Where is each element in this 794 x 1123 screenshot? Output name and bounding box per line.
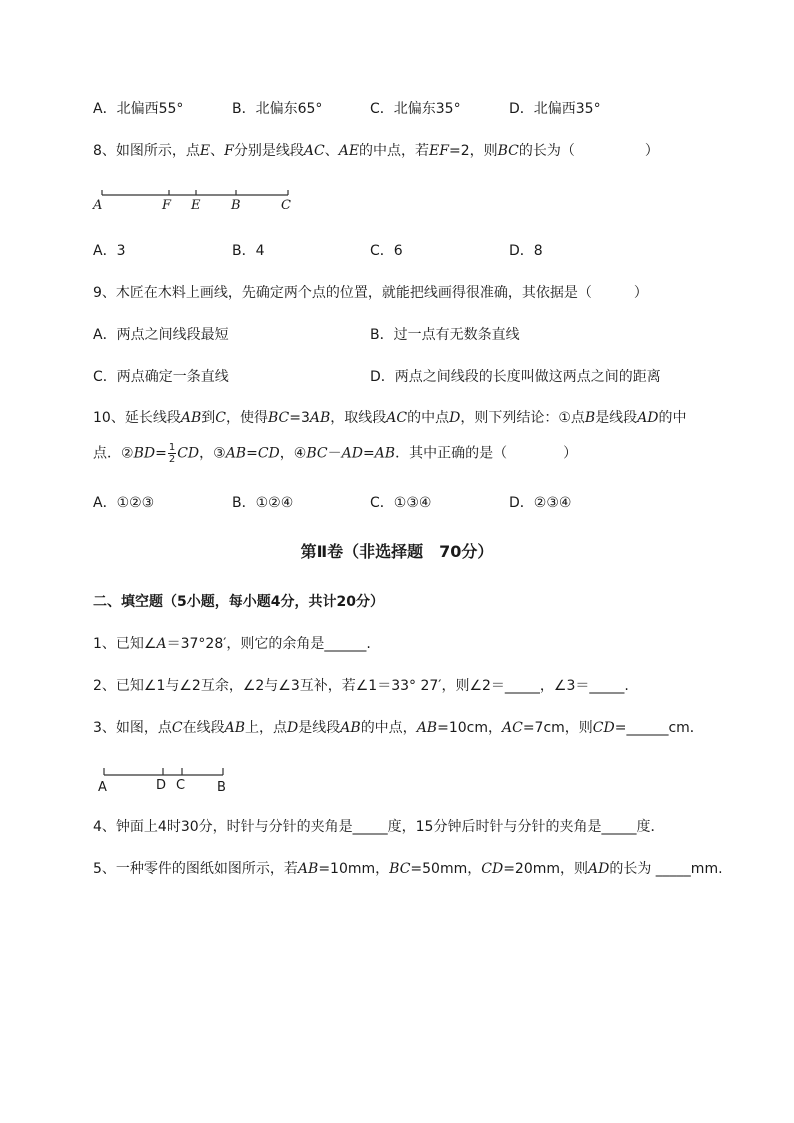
fill-text: 的中点， xyxy=(360,720,417,736)
q10-var: BC xyxy=(267,410,290,426)
fill-q2: 2、已知∠1与∠2互余，∠2与∠3互补，若∠1＝33° 27′，则∠2＝_____，∠3＝_____. xyxy=(93,678,629,694)
q10-text: ，取线段 xyxy=(330,410,387,426)
q10-var: AC xyxy=(386,410,408,426)
q8-text: 、 xyxy=(210,143,225,159)
q8-option-c: C．6 xyxy=(370,243,403,259)
fraction-denominator: 2 xyxy=(168,454,176,465)
q10-text: 10、延长线段 xyxy=(93,410,181,426)
fill-var: CD xyxy=(592,720,615,736)
fill-text: =______cm． xyxy=(614,720,704,736)
fill-text: =7cm，则 xyxy=(522,720,593,736)
fill-text: 5、一种零件的图纸如图所示，若 xyxy=(93,861,298,877)
q9-option-a: A．两点之间线段最短 xyxy=(93,327,229,343)
fill-text: 上，点 xyxy=(245,720,288,736)
f3-label-d: D xyxy=(156,778,167,793)
q8-label-e: E xyxy=(191,198,201,213)
q10-option-a: A．①②③ xyxy=(93,495,155,511)
q10-text: 到 xyxy=(201,410,216,426)
q8-var: AE xyxy=(338,143,360,159)
q10-text: 点．② xyxy=(93,445,134,462)
fill-var: AB xyxy=(340,720,361,736)
fill-text: 1、已知∠ xyxy=(93,636,157,652)
q10-var: CD xyxy=(177,445,200,462)
q10-text: 是线段 xyxy=(595,410,638,426)
fill-var: A xyxy=(156,636,167,652)
q8-text: 的长为（ ） xyxy=(518,143,659,159)
fill-text: 的长为 _____mm. xyxy=(609,861,723,877)
fill-text: =10cm， xyxy=(437,720,502,736)
q8-label-c: C xyxy=(281,198,291,213)
fill-var: AC xyxy=(501,720,523,736)
q10-var: BD xyxy=(133,445,156,462)
f3-label-a: A xyxy=(98,780,107,795)
q10-option-c: C．①③④ xyxy=(370,495,432,511)
q8-text: 、 xyxy=(324,143,339,159)
q8-option-a: A．3 xyxy=(93,243,126,259)
q10-text: ．其中正确的是（ ） xyxy=(395,445,578,462)
q7-option-a: A．北偏西55° xyxy=(93,101,184,117)
q9-option-c: C．两点确定一条直线 xyxy=(93,369,229,385)
q10-text: = xyxy=(246,445,258,462)
q10-text: =3 xyxy=(289,410,310,426)
q8-text: 的中点，若 xyxy=(359,143,430,159)
section-title: 第Ⅱ卷（非选择题 70分） xyxy=(300,542,494,561)
fill-text: =10mm， xyxy=(318,861,390,877)
q8-text: 8、如图所示，点 xyxy=(93,143,200,159)
q10-var: B xyxy=(584,410,596,426)
q8-var: F xyxy=(224,143,234,159)
q8-text: 分别是线段 xyxy=(233,143,304,159)
section2-heading: 二、填空题（5小题，每小题4分，共计20分） xyxy=(93,594,384,610)
q8-label-f: F xyxy=(162,198,172,213)
fill-q4: 4、钟面上4时30分，时针与分针的夹角是_____度，15分钟后时针与分针的夹角是_____度． xyxy=(93,819,665,835)
q8-text: =2，则 xyxy=(448,143,498,159)
q10-text: 的中 xyxy=(658,410,687,426)
q7-option-b: B．北偏东65° xyxy=(232,101,323,117)
q9-stem: 9、木匠在木料上画线，先确定两个点的位置，就能把线画得很准确，其依据是（ ） xyxy=(93,285,648,301)
q10-text: ，使得 xyxy=(225,410,268,426)
q10-text: － xyxy=(327,445,342,462)
q10-text: = xyxy=(362,445,375,462)
fill-var: AB xyxy=(416,720,438,736)
fill-var: CD xyxy=(481,861,504,877)
q8-label-a: A xyxy=(93,198,103,213)
q10-var: AB xyxy=(309,410,331,426)
q10-var: BC xyxy=(306,445,328,462)
q8-var: E xyxy=(199,143,211,159)
q9-option-d: D．两点之间线段的长度叫做这两点之间的距离 xyxy=(370,369,661,385)
q10-text: 的中点 xyxy=(407,410,450,426)
f3-label-b: B xyxy=(217,780,226,795)
q10-text: ，③ xyxy=(199,445,226,462)
q10-var: AD xyxy=(637,410,659,426)
q10-var: AB xyxy=(180,410,202,426)
fill-text: ＝37°28′，则它的余角是______. xyxy=(166,636,371,652)
q7-option-c: C．北偏东35° xyxy=(370,101,461,117)
q10-option-b: B．①②④ xyxy=(232,495,294,511)
fill-text: 在线段 xyxy=(182,720,225,736)
q10-var: CD xyxy=(257,445,280,462)
fill-var: AB xyxy=(297,861,319,877)
q10-text: = xyxy=(155,445,167,462)
q10-var: C xyxy=(215,410,226,426)
q10-text: ，④ xyxy=(279,445,307,462)
q8-var: BC xyxy=(497,143,519,159)
fill-text: =20mm，则 xyxy=(503,861,589,877)
q8-option-d: D．8 xyxy=(509,243,543,259)
fill-text: 是线段 xyxy=(298,720,341,736)
fraction-numerator: 1 xyxy=(168,442,176,453)
fill-var: AB xyxy=(224,720,246,736)
q8-label-b: B xyxy=(231,198,241,213)
fill-text: 3、如图，点 xyxy=(93,720,172,736)
f3-label-c: C xyxy=(176,778,186,793)
q8-var: EF xyxy=(429,143,449,159)
q10-var: AB xyxy=(374,445,396,462)
q10-var: D xyxy=(449,410,461,426)
q10-var: AD xyxy=(341,445,363,462)
fill-text: =50mm， xyxy=(410,861,482,877)
q7-option-d: D．北偏西35° xyxy=(509,101,601,117)
q10-option-d: D．②③④ xyxy=(509,495,572,511)
q10-text: ，则下列结论：①点 xyxy=(460,410,585,426)
q10-var: AB xyxy=(225,445,247,462)
q8-var: AC xyxy=(303,143,325,159)
fill-var: C xyxy=(171,720,183,736)
q9-option-b: B．过一点有无数条直线 xyxy=(370,327,520,343)
fill-var: D xyxy=(287,720,299,736)
fill-var: AD xyxy=(588,861,610,877)
q8-option-b: B．4 xyxy=(232,243,265,259)
fill-q5 xyxy=(93,859,723,879)
fill-var: BC xyxy=(389,861,411,877)
